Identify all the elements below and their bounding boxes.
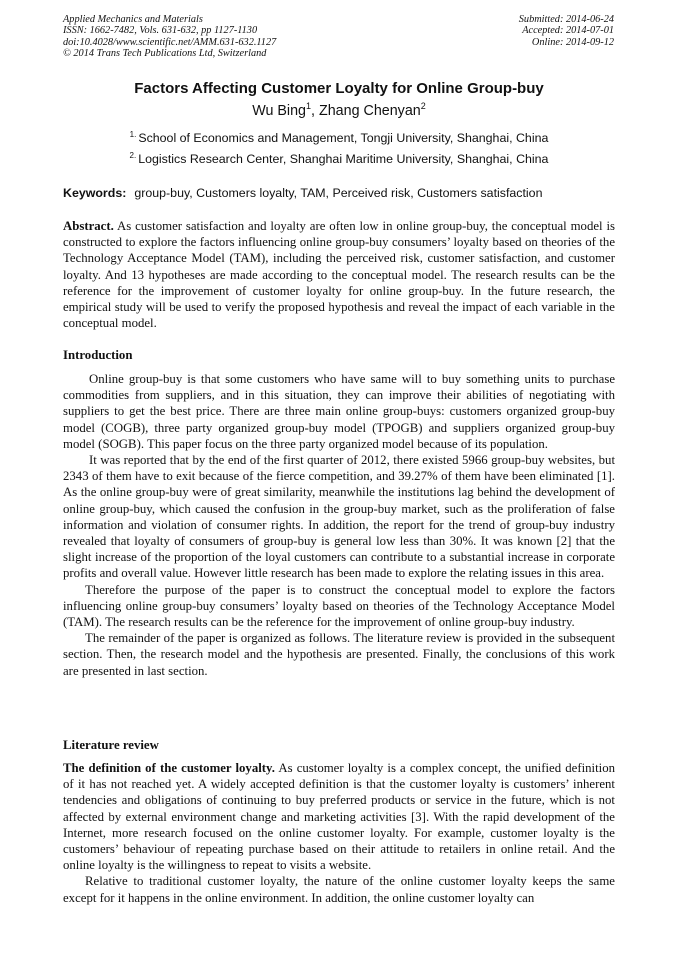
- literature-review-heading: Literature review: [63, 738, 159, 752]
- author-affiliation-mark: 2: [420, 101, 426, 111]
- affiliation-text: School of Economics and Management, Tongji University, Shanghai, China: [138, 131, 549, 146]
- copyright-line: © 2014 Trans Tech Publications Ltd, Switzerland: [63, 48, 267, 60]
- affiliation-text: Logistics Research Center, Shanghai Maritime University, Shanghai, China: [138, 152, 549, 167]
- publication-dates: [519, 14, 614, 48]
- author-line: Wu Bing$^1$, Zhang Chenyan$^2$: [252, 101, 426, 119]
- author-affiliation-mark: 1: [306, 101, 312, 111]
- submitted-date: Submitted: 2014-06-24: [518, 14, 614, 25]
- affiliation-mark: 1.: [129, 130, 137, 139]
- keywords-text: group-buy, Customers loyalty, TAM, Perceived risk, Customers satisfaction: [134, 186, 543, 200]
- journal-name: Applied Mechanics and Materials: [63, 14, 203, 25]
- subsection-heading: The definition of the customer loyalty.: [63, 761, 275, 775]
- introduction-section: [63, 371, 615, 679]
- abstract-label: Abstract.: [63, 219, 114, 233]
- paper-title: Factors Affecting Customer Loyalty for Online Group-buy: [134, 80, 544, 97]
- author-name: Wu Bing: [252, 102, 307, 119]
- keywords-line: [63, 186, 615, 200]
- publication-info: [63, 14, 276, 60]
- author-name: Zhang Chenyan: [318, 102, 421, 119]
- accepted-date: Accepted: 2014-07-01: [522, 25, 614, 37]
- affiliation-1: [0, 130, 678, 145]
- body-paragraph: It was reported that by the end of the first quarter of 2012, there existed 5966 group-buy websites, but 2343 of them have to exit because of the fierce competition, and 39.27% of them have been eliminated [1]. As the online group-buy were of great similarity, meanwhile the institutions lag behind the development of online group-buy, which caused the confusion in the group-buy market, such as the proliferation of false information and violation of consumer rights. In addition, the report for the trend of group-buy industry revealed that loyalty of consumers of group-buy is general low less than 30%. It was known [2] that the slight increase of the proportion of the loyal customers can contribute to a substantial increase in corporate profits and overall value. However little research has been made to explore the relating issues in this area.: [63, 453, 615, 581]
- body-paragraph: Online group-buy is that some customers who have same will to buy something units to purchase commodities from suppliers, and in this situation, they can improve their abilities of negotiating with suppliers to get the best price. There are three main online group-buys: customers organized group-buy model (COGB), three party organized group-buy model (TPOGB) and suppliers organized group-buy model (SOGB). This paper focus on the three party organized model because of its population.: [63, 372, 615, 451]
- body-paragraph: Therefore the purpose of the paper is to construct the conceptual model to explore the factors influencing online group-buy consumers’ loyalty based on theories of the Technology Acceptance Model (TAM). The research results can be the reference for the improvement of online group-buy industry.: [63, 582, 615, 630]
- keywords-label: Keywords:: [63, 186, 127, 200]
- body-paragraph-text: As customer loyalty is a complex concept, the unified definition of it has not reached yet. A widely accepted definition is that the customer loyalty is customers’ inherent tendencies and obligations of continuing to buy preferred products or service in the future, which is not affected by external environment change and marketing activities [3]. With the rapid development of the Internet, more research focused on the online customer loyalty. For example, customer loyalty is the customers’ behaviour of repeating purchase based on their attitude to retailers in online retail. And the online loyalty is the willingness to repeat to visits a website.: [63, 761, 616, 873]
- online-date: Online: 2014-09-12: [531, 36, 614, 48]
- doi-link[interactable]: doi:10.4028/www.scientific.net/AMM.631-632.1127: [63, 36, 277, 48]
- abstract-section: [63, 218, 615, 331]
- affiliation-2: [0, 151, 678, 166]
- issn-line: ISSN: 1662-7482, Vols. 631-632, pp 1127-1130: [63, 25, 258, 37]
- body-paragraph: Relative to traditional customer loyalty, the nature of the online customer loyalty keeps the same except for it happens in the online environment. In addition, the online customer loyalty can: [63, 874, 615, 905]
- introduction-heading: Introduction: [63, 348, 133, 362]
- body-paragraph: The remainder of the paper is organized as follows. The literature review is provided in the subsequent section. Then, the research model and the hypothesis are presented. Finally, the conclusions of this work are presented in last section.: [63, 631, 615, 678]
- literature-review-section: [63, 760, 615, 906]
- affiliation-mark: 2.: [129, 151, 137, 160]
- abstract-text: As customer satisfaction and loyalty are often low in online group-buy, the conceptual model is constructed to explore the factors influencing online group-buy consumers’ loyalty based on theories of the Technology Acceptance Model (TAM), including the perceived risk, customer satisfaction, and customer loyalty. And 13 hypotheses are made according to the conceptual model. The research results can be the reference for the improvement of customer loyalty for online group-buy. In the future research, the empirical study will be used to verify the proposed hypothesis and reveal the impact of each variable in the conceptual model.: [63, 219, 615, 331]
